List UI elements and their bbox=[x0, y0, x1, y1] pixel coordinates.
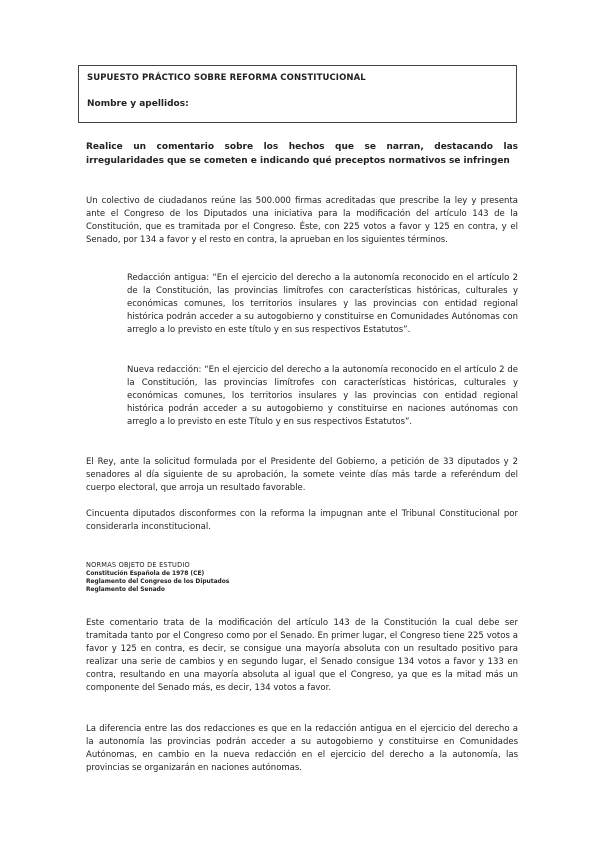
document-title: SUPUESTO PRÁCTICO SOBRE REFORMA CONSTITUCIONAL bbox=[87, 73, 366, 83]
case-paragraph-3: Cincuenta diputados disconformes con la reforma la impugnan ante el Tribunal Constitucional por considerarla inconstitucional. bbox=[86, 509, 518, 532]
case-paragraph-2: El Rey, ante la solicitud formulada por el Presidente del Gobierno, a petición de 33 diputados y 2 senadores al día siguiente de su aprobación, la somete veinte días más tarde a referéndum del cuerpo electoral, que arroja un resultado favorable. bbox=[86, 457, 518, 493]
instructions: Realice un comentario sobre los hechos que se narran, destacando las irregularidades que se cometen e indicando qué preceptos normativos se infringen bbox=[86, 142, 518, 166]
quote-old-wording: Redacción antigua: “En el ejercicio del derecho a la autonomía reconocido en el artículo 2 de la Constitución, las provincias limítrofes con características históricas, culturales y económicas comunes, los territorios insulares y las provincias con entidad regional histórica podrán acceder a su autogobierno y constituirse en Comunidades Autónomas con arreglo a lo previsto en este título y en sus respectivos Estatutos”. bbox=[127, 273, 518, 335]
norms-item: Reglamento del Senado bbox=[86, 587, 165, 593]
case-paragraph-1: Un colectivo de ciudadanos reúne las 500.000 firmas acreditadas que prescribe la ley y presenta ante el Congreso de los Diputados una iniciativa para la modificación del artículo 143 de la Constitución, que es tramitada por el Congreso. Éste, con 225 votos a favor y 125 en contra, y el Senado, por 134 a favor y el resto en contra, la aprueban en los siguientes términos. bbox=[86, 196, 518, 245]
norms-item: Reglamento del Congreso de los Diputados bbox=[86, 579, 230, 585]
name-field-label: Nombre y apellidos: bbox=[87, 99, 189, 109]
header-box bbox=[78, 65, 517, 123]
answer-paragraph-2: La diferencia entre las dos redacciones es que en la redacción antigua en el ejercicio del derecho a la autonomía las provincias podrán acceder a su autogobierno y constituirse en Comunidades Autónomas, en cambio en la nueva redacción en el ejercicio del derecho a la autonomía, las provincias se organizarán en naciones autónomas. bbox=[86, 724, 518, 773]
norms-title: NORMAS OBJETO DE ESTUDIO bbox=[86, 561, 190, 569]
norms-section bbox=[86, 561, 386, 594]
quote-new-wording: Nueva redacción: “En el ejercicio del derecho a la autonomía reconocido en el artículo 2 de la Constitución, las provincias limítrofes con características históricas, culturales y económicas comunes, los territorios insulares y las provincias con entidad regional histórica podrán acceder a su autogobierno y constituirse en naciones autónomas con arreglo a lo previsto en este Título y en sus respectivos Estatutos”. bbox=[127, 365, 518, 427]
norms-item: Constitución Española de 1978 (CE) bbox=[86, 571, 205, 577]
answer-paragraph-1: Este comentario trata de la modificación del artículo 143 de la Constitución la cual debe ser tramitada tanto por el Congreso como por el Senado. En primer lugar, el Congreso tiene 225 votos a favor y 125 en contra, es decir, se consigue una mayoría absoluta con un resultado positivo para realizar una serie de cambios y en segundo lugar, el Senado consigue 134 votos a favor y 133 en contra, resultando en una mayoría absoluta al igual que el Congreso, ya que es la mitad más un componente del Senado más, es decir, 134 votos a favor. bbox=[86, 618, 518, 693]
